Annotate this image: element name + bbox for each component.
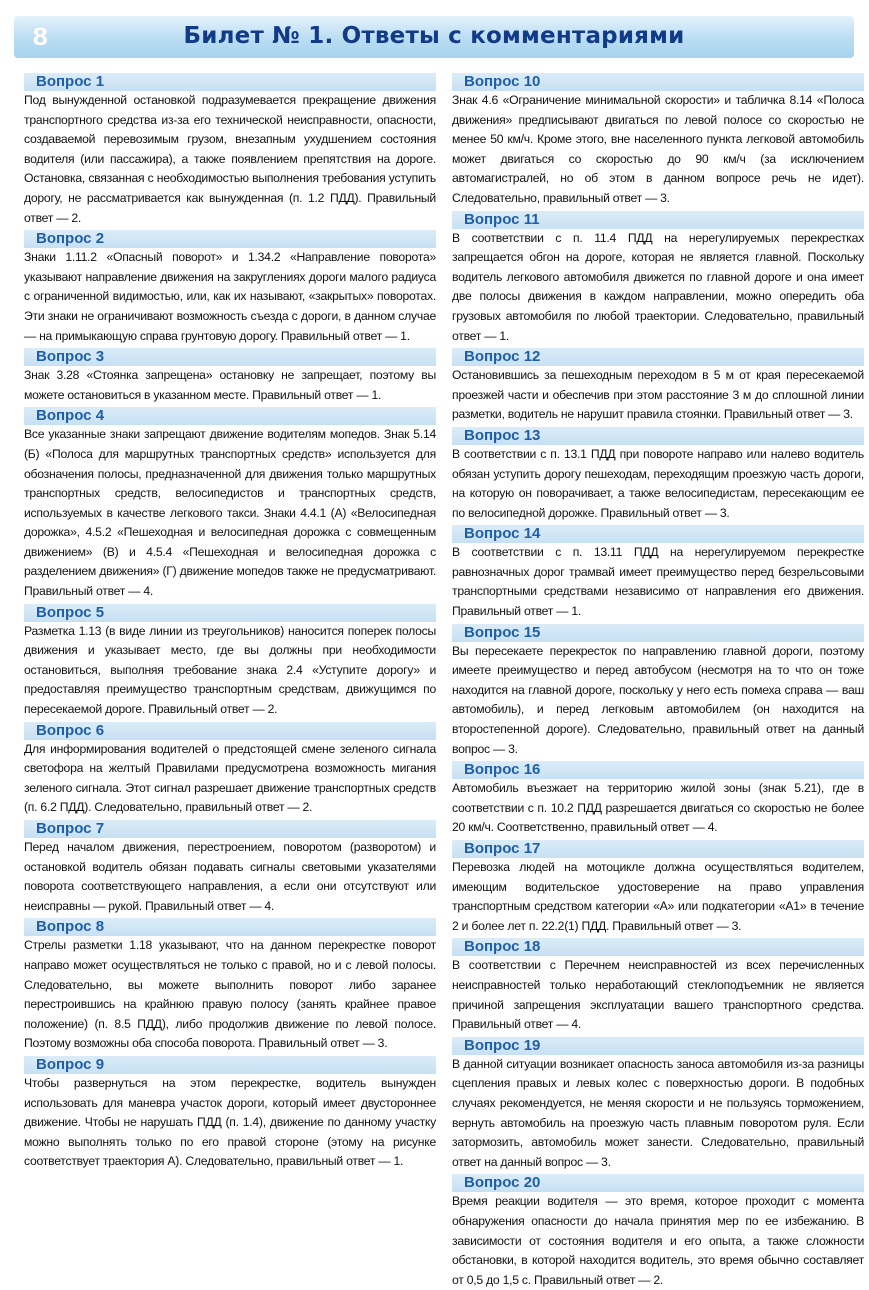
- question-19-label: Вопрос 19: [452, 1037, 864, 1055]
- question-7: [24, 820, 436, 916]
- question-13-label: Вопрос 13: [452, 427, 864, 445]
- question-20: [452, 1174, 864, 1290]
- question-10-answer: Знак 4.6 «Ограничение минимальной скорости» и табличка 8.14 «Полоса движения» предписывают двигаться по левой полосе со скоростью не менее 50 км/ч. Кроме этого, вне населенного пункта легковой автомобиль может двигаться со скоростью до 90 км/ч (за исключением автомагистралей, но об этом в данном вопросе речь не идет). Следовательно, правильный ответ — 3.: [452, 93, 864, 205]
- question-20-answer: Время реакции водителя — это время, которое проходит с момента обнаружения опасности до начала принятия мер по ее избежанию. В зависимости от состояния водителя и его опыта, а также сложности обстановки, в которой находится водитель, это время обычно составляет от 0,5 до 1,5 с. Правильный ответ — 2.: [452, 1194, 864, 1287]
- question-17: [452, 840, 864, 936]
- question-17-answer: Перевозка людей на мотоцикле должна осуществляться водителем, имеющим водительское удостоверение на право управления транспортным средством категории «А» или подкатегории «А1» в течение 2 и более лет п. 22.2(1) ПДД. Правильный ответ — 3.: [452, 860, 864, 933]
- question-5: [24, 604, 436, 720]
- question-19-answer: В данной ситуации возникает опасность заноса автомобиля из-за разницы сцепления правых и левых колес с поверхностью дороги. В подобных случаях рекомендуется, не меняя скорости и не пользуясь торможением, вернуть автомобиль на проезжую часть плавным поворотом руля. Если затормозить, автомобиль может занести. Следовательно, правильный ответ на данный вопрос — 3.: [452, 1056, 864, 1169]
- question-7-answer: Перед началом движения, перестроением, поворотом (разворотом) и остановкой водитель обязан подавать сигналы световыми указателями поворота соответствующего направления, а если они отсутствуют или неисправны — рукой. Правильный ответ — 4.: [24, 840, 436, 913]
- question-9: [24, 1056, 436, 1172]
- question-16: [452, 761, 864, 838]
- question-16-label: Вопрос 16: [452, 761, 864, 779]
- question-15-answer: Вы пересекаете перекресток по направлению главной дороги, поэтому имеете преимущество и перед автобусом (несмотря на то что он тоже находится на главной дороге, поскольку у него есть помеха справа — ваш автомобиль), и перед легковым автомобилем (он находится на второстепенной дороге). Следовательно, правильный ответ на данный вопрос — 3.: [452, 643, 864, 756]
- question-3-label: Вопрос 3: [24, 348, 436, 366]
- question-1: [24, 73, 436, 228]
- question-12-label: Вопрос 12: [452, 348, 864, 366]
- question-13: [452, 427, 864, 523]
- question-2-answer: Знаки 1.11.2 «Опасный поворот» и 1.34.2 «Направление поворота» указывают направление движения на закруглениях дороги малого радиуса с ограниченной видимостью, или, как их называют, «закрытых» поворотах. Эти знаки не ограничивают возможность съезда с дороги, в данном случае — на примыкающую справа грунтовую дорогу. Правильный ответ — 1.: [24, 250, 436, 343]
- question-2: [24, 230, 436, 346]
- page-title: Билет № 1. Ответы с комментариями: [183, 23, 685, 49]
- question-18-answer: В соответствии с Перечнем неисправностей из всех перечисленных неисправностей только неработающий стеклоподъемник не является причиной запрещения эксплуатации вашего транспортного средства. Правильный ответ — 4.: [452, 958, 864, 1032]
- question-12: [452, 348, 864, 425]
- question-16-answer: Автомобиль въезжает на территорию жилой зоны (знак 5.21), где в соответствии с п. 10.2 ПДД разрешается двигаться со скоростью не более 20 км/ч. Соответственно, правильный ответ — 4.: [452, 781, 864, 835]
- question-3-answer: Знак 3.28 «Стоянка запрещена» остановку не запрещает, поэтому вы можете остановиться в указанном месте. Правильный ответ — 1.: [24, 368, 436, 402]
- question-10-label: Вопрос 10: [452, 73, 864, 91]
- question-7-label: Вопрос 7: [24, 820, 436, 838]
- question-2-label: Вопрос 2: [24, 230, 436, 248]
- page-header: [14, 16, 854, 58]
- question-8: [24, 918, 436, 1054]
- question-15: [452, 624, 864, 760]
- question-14: [452, 525, 864, 621]
- question-11-label: Вопрос 11: [452, 211, 864, 229]
- question-6-answer: Для информирования водителей о предстоящей смене зеленого сигнала светофора на желтый Правилами предусмотрена возможность мигания зеленого сигнала. Этот сигнал разрешает движение транспортных средств (п. 6.2 ПДД). Следовательно, правильный ответ — 2.: [24, 741, 436, 815]
- question-9-label: Вопрос 9: [24, 1056, 436, 1074]
- question-1-answer: Под вынужденной остановкой подразумевается прекращение движения транспортного средства из-за его технической неисправности, опасности, создаваемой перевозимым грузом, внезапным ухудшением состояния водителя (или пассажира), а также появлением препятствия на дороге. Остановка, связанная с необходимостью выполнения требования уступить дорогу, не рассматривается как вынужденная (п. 1.2 ПДД). Правильный ответ — 2.: [24, 93, 436, 225]
- question-20-label: Вопрос 20: [452, 1174, 864, 1192]
- question-5-label: Вопрос 5: [24, 604, 436, 622]
- question-18: [452, 938, 864, 1034]
- question-1-label: Вопрос 1: [24, 73, 436, 91]
- left-column: [24, 71, 436, 1172]
- question-5-answer: Разметка 1.13 (в виде линии из треугольников) наносится поперек полосы движения и указывает место, где вы должны при необходимости остановиться, выполняя требование знака 2.4 «Уступите дорогу» и предоставляя преимущество транспортным средствам, движущимся по пересекаемой дороге. Правильный ответ — 2.: [24, 623, 436, 717]
- question-4: [24, 407, 436, 601]
- question-4-label: Вопрос 4: [24, 407, 436, 425]
- question-12-answer: Остановившись за пешеходным переходом в 5 м от края пересекаемой проезжей части и обеспечив при этом расстояние 3 м до сплошной линии разметки, водитель не нарушит правила стоянки. Правильный ответ — 3.: [452, 368, 864, 422]
- question-14-label: Вопрос 14: [452, 525, 864, 543]
- question-4-answer: Все указанные знаки запрещают движение водителям мопедов. Знак 5.14 (Б) «Полоса для маршрутных транспортных средств» используется для обозначения полосы, предназначенной для движения только маршрутных транспортных средств, велосипедистов и транспортных средств, используемых в качестве легкового такси. Знаки 4.4.1 (А) «Велосипедная дорожка», 4.5.2 «Пешеходная и велосипедная дорожка с совмещенным движением» (В) и 4.5.4 «Пешеходная и велосипедная дорожка с разделением движения» (Г) движение мопедов также не предусматривают. Правильный ответ — 4.: [24, 427, 436, 599]
- question-13-answer: В соответствии с п. 13.1 ПДД при повороте направо или налево водитель обязан уступить дорогу пешеходам, переходящим проезжую часть дороги, на которую он поворачивает, а также велосипедистам, пересекающим ее по велосипедной дорожке. Правильный ответ — 3.: [452, 446, 864, 520]
- question-17-label: Вопрос 17: [452, 840, 864, 858]
- question-11-answer: В соответствии с п. 11.4 ПДД на нерегулируемых перекрестках запрещается обгон на дороге, которая не является главной. Поскольку водитель легкового автомобиля движется по главной дороге и она имеет две полосы движения в каждом направлении, можно опередить оба грузовых автомобиля по любой траектории. Следовательно, правильный ответ — 1.: [452, 230, 864, 343]
- question-10: [452, 73, 864, 209]
- question-19: [452, 1037, 864, 1173]
- page-number: 8: [32, 23, 49, 51]
- question-18-label: Вопрос 18: [452, 938, 864, 956]
- question-6-label: Вопрос 6: [24, 722, 436, 740]
- question-14-answer: В соответствии с п. 13.11 ПДД на нерегулируемом перекрестке равнозначных дорог трамвай имеет преимущество перед безрельсовыми транспортными средствами независимо от направления его движения. Правильный ответ — 1.: [452, 545, 864, 619]
- question-11: [452, 211, 864, 347]
- question-3: [24, 348, 436, 405]
- question-8-answer: Стрелы разметки 1.18 указывают, что на данном перекрестке поворот направо может осуществляться не только с правой, но и с левой полосы. Следовательно, вы можете выполнить поворот либо заранее перестроившись на крайнюю правую полосу (занять крайнее правое положение) (п. 8.5 ПДД), либо продолжив движение по левой полосе. Поэтому возможны оба способа поворота. Правильный ответ — 3.: [24, 938, 436, 1051]
- question-8-label: Вопрос 8: [24, 918, 436, 936]
- question-15-label: Вопрос 15: [452, 624, 864, 642]
- question-9-answer: Чтобы развернуться на этом перекрестке, водитель вынужден использовать для маневра участок дороги, который имеет двустороннее движение. Чтобы не нарушать ПДД (п. 1.4), движение по данному участку можно выполнять только по его правой стороне (этому на рисунке соответствует траектория А). Следовательно, правильный ответ — 1.: [24, 1075, 436, 1169]
- question-6: [24, 722, 436, 818]
- right-column: [452, 71, 864, 1290]
